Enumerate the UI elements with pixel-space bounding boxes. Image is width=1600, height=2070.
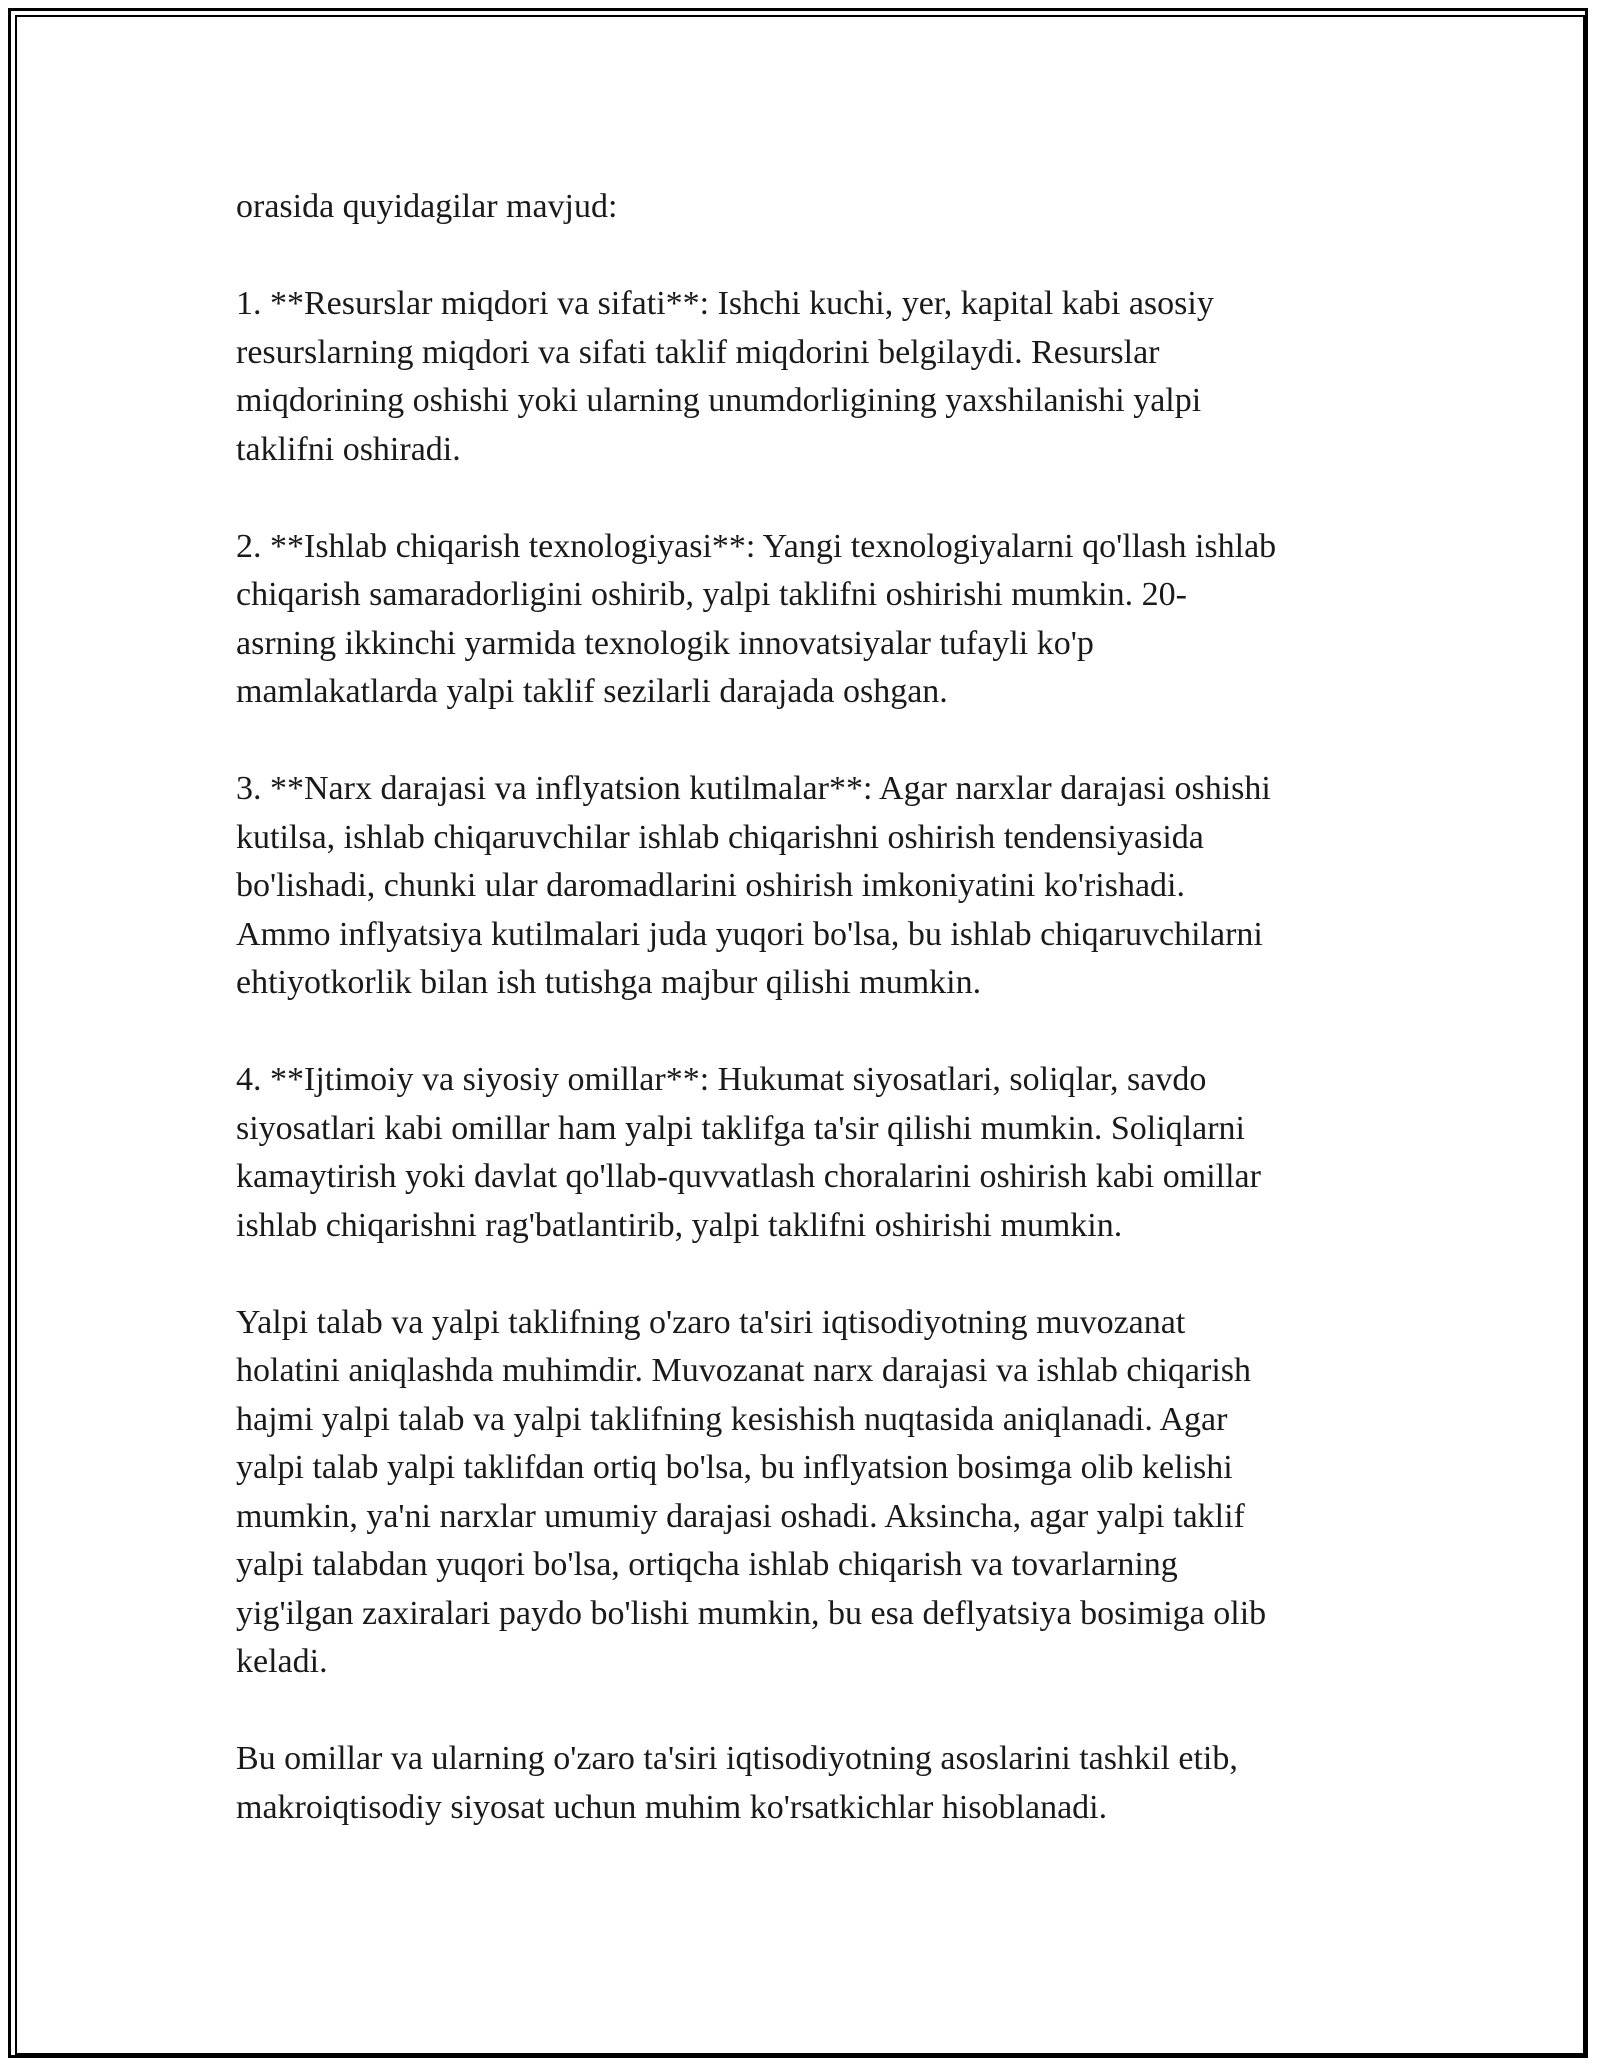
list-item-social-political: 4. **Ijtimoiy va siyosiy omillar**: Hukumat siyosatlari, soliqlar, savdo siyosatlari kabi omillar ham yalpi taklifga ta'sir qilishi mumkin. Soliqlarni kamaytirish yoki davlat qo'llab-quvvatlash choralarini oshirish kabi omillar ishlab chiqarishni rag'batlantirib, yalpi taklifni oshirishi mumkin. bbox=[236, 1061, 1261, 1244]
document-body bbox=[236, 183, 1396, 1832]
list-item-resources: 1. **Resurslar miqdori va sifati**: Ishchi kuchi, yer, kapital kabi asosiy resurslarning miqdori va sifati taklif miqdorini belgilaydi. Resurslar miqdorining oshishi yoki ularning unumdorligining yaxshilanishi yalpi taklifni oshiradi. bbox=[236, 285, 1214, 468]
paragraph-conclusion: Bu omillar va ularning o'zaro ta'siri iqtisodiyotning asoslarini tashkil etib, makroiqtisodiy siyosat uchun muhim ko'rsatkichlar hisoblanadi. bbox=[236, 1740, 1238, 1826]
list-item-technology: 2. **Ishlab chiqarish texnologiyasi**: Yangi texnologiyalarni qo'llash ishlab chiqarish samaradorligini oshirib, yalpi taklifni oshirishi mumkin. 20- asrning ikkinchi yarmida texnologik innovatsiyalar tufayli ko'p mamlakatlarda yalpi taklif sezilarli darajada oshgan. bbox=[236, 527, 1277, 710]
paragraph-equilibrium: Yalpi talab va yalpi taklifning o'zaro ta'siri iqtisodiyotning muvozanat holatini aniqlashda muhimdir. Muvozanat narx darajasi va ishlab chiqarish hajmi yalpi talab va yalpi taklifning kesishish nuqtasida aniqlanadi. Agar yalpi talab yalpi taklifdan ortiq bo'lsa, bu inflyatsion bosimga olib kelishi mumkin, ya'ni narxlar umumiy darajasi oshadi. Aksincha, agar yalpi taklif yalpi talabdan yuqori bo'lsa, ortiqcha ishlab chiqarish va tovarlarning yig'ilgan zaxiralari paydo bo'lishi mumkin, bu esa deflyatsiya bosimiga olib keladi. bbox=[236, 1303, 1267, 1680]
intro-line: orasida quyidagilar mavjud: bbox=[236, 188, 618, 225]
list-item-price-level: 3. **Narx darajasi va inflyatsion kutilmalar**: Agar narxlar darajasi oshishi kutilsa, ishlab chiqaruvchilar ishlab chiqarishni oshirish tendensiyasida bo'lishadi, chunki ular daromadlarini oshirish imkoniyatini ko'rishadi. Ammo inflyatsiya kutilmalari juda yuqori bo'lsa, bu ishlab chiqaruvchilarni ehtiyotkorlik bilan ish tutishga majbur qilishi mumkin. bbox=[236, 770, 1271, 1001]
